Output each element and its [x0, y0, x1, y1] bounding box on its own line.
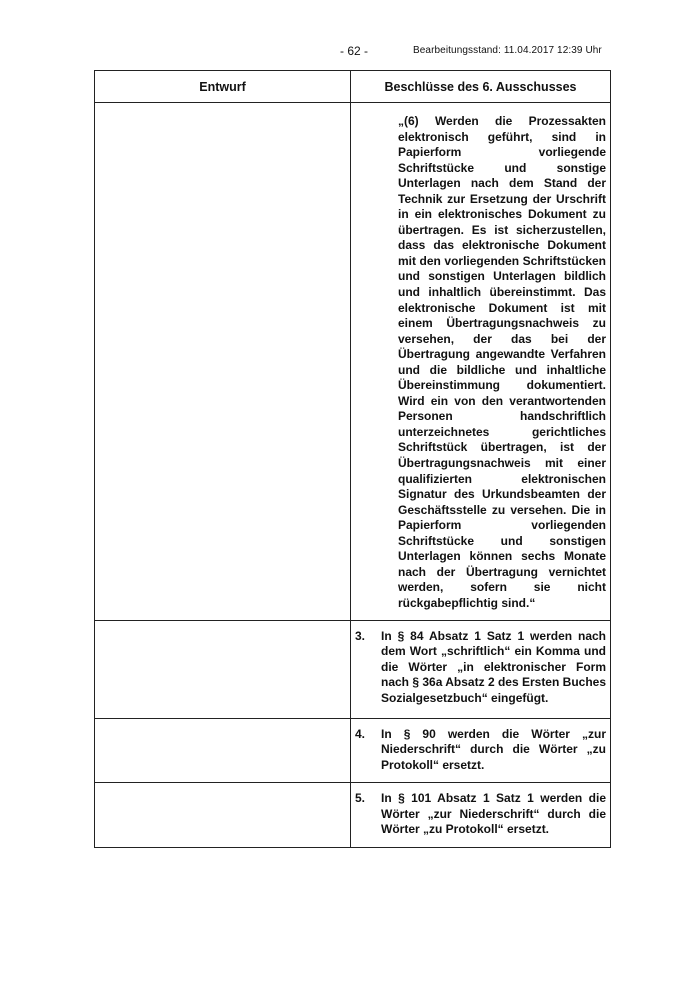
table-row	[95, 103, 611, 621]
item-number: 3.	[355, 628, 366, 643]
list-item	[351, 719, 610, 783]
list-item	[351, 783, 610, 847]
resolution-cell	[351, 718, 611, 783]
page-number: - 62 -	[340, 44, 369, 58]
item-number: 5.	[355, 791, 366, 806]
edit-status: Bearbeitungsstand: 11.04.2017 12:39 Uhr	[413, 45, 602, 56]
column-header-resolutions: Beschlüsse des 6. Ausschusses	[351, 71, 611, 103]
item-text: In § 84 Absatz 1 Satz 1 werden nach dem Wort „schriftlich“ ein Komma und die Wörter „in elektronischer Form nach § 36a Absatz 2 des Ersten Buches Sozialgesetzbuch“ eingefügt.	[381, 628, 606, 705]
resolution-cell	[351, 783, 611, 848]
draft-cell-empty	[95, 718, 351, 783]
table-row	[95, 718, 611, 783]
resolution-cell	[351, 103, 611, 621]
comparison-table	[94, 70, 611, 848]
item-text: In § 101 Absatz 1 Satz 1 werden die Wörter „zur Niederschrift“ durch die Wörter „zu Protokoll“ ersetzt.	[381, 791, 606, 837]
table-row	[95, 620, 611, 718]
draft-cell-empty	[95, 783, 351, 848]
table-row	[95, 783, 611, 848]
list-item	[351, 621, 610, 716]
page-header	[0, 44, 700, 60]
column-header-draft: Entwurf	[95, 71, 351, 103]
draft-cell-empty	[95, 103, 351, 621]
paragraph-6-text: „(6) Werden die Prozessakten elektronisch geführt, sind in Papierform vorliegende Schriftstücke und sonstige Unterlagen nach dem Stand der Technik zur Ersetzung der Urschrift in ein elektronisches Dokument zu übertragen. Es ist sicherzustellen, dass das elektronische Dokument mit den vorliegenden Schriftstücken und sonstigen Unterlagen bildlich und inhaltlich übereinstimmt. Das elektronische Dokument ist mit einem Übertragungsnachweis zu versehen, der das bei der Übertragung angewandte Verfahren und die bildliche und inhaltliche Übereinstimmung dokumentiert. Wird ein von den verantwortenden Personen handschriftlich unterzeichnetes gerichtliches Schriftstück übertragen, ist der Übertragungsnachweis mit einer qualifizierten elektronischen Signatur des Urkundsbeamten der Geschäftsstelle zu versehen. Die in Papierform vorliegenden Schriftstücke und sonstigen Unterlagen können sechs Monate nach der Übertragung vernichtet werden, sofern sie nicht rückgabepflichtig sind.“	[398, 114, 606, 610]
item-number: 4.	[355, 726, 366, 741]
resolution-cell	[351, 620, 611, 718]
item-text: In § 90 werden die Wörter „zur Niederschrift“ durch die Wörter „zu Protokoll“ ersetzt.	[381, 726, 606, 772]
table-header-row	[95, 71, 611, 103]
draft-cell-empty	[95, 620, 351, 718]
